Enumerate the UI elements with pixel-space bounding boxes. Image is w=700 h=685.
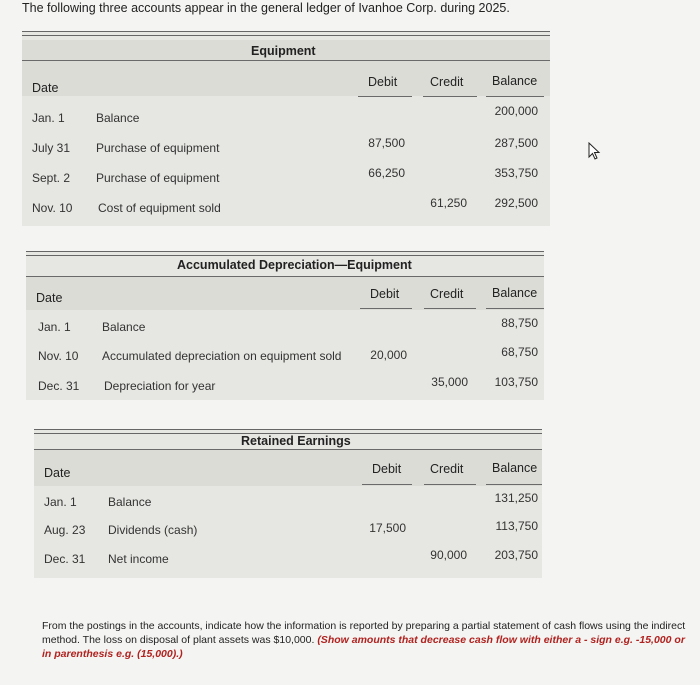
accum-dep-row-1-desc: Balance: [102, 320, 146, 334]
equipment-col-date: Date: [32, 81, 59, 95]
retained-row-3-desc: Net income: [108, 552, 169, 566]
equipment-row-3-balance: 353,750: [494, 166, 538, 180]
equipment-col-balance: Balance: [492, 74, 538, 88]
equipment-col-debit: Debit: [368, 75, 398, 89]
accum-dep-row-2-desc: Accumulated depreciation on equipment sold: [102, 349, 342, 363]
accum-dep-col-date: Date: [36, 291, 63, 305]
equipment-row-4-date: Nov. 10: [32, 201, 73, 215]
retained-row-1-balance: 131,250: [494, 491, 538, 505]
accum-dep-row-3-balance: 103,750: [494, 375, 538, 389]
retained-col-credit: Credit: [430, 462, 464, 476]
equipment-row-2-debit: 87,500: [368, 136, 405, 150]
retained-row-1-date: Jan. 1: [44, 495, 77, 509]
retained-row-2-debit: 17,500: [369, 521, 406, 535]
accum-dep-row-3-date: Dec. 31: [38, 379, 80, 393]
equipment-row-1-balance: 200,000: [494, 104, 538, 118]
accum-dep-header-band: [26, 276, 544, 310]
retained-row-3-balance: 203,750: [494, 548, 538, 562]
equipment-row-4-balance: 292,500: [494, 196, 538, 210]
equipment-row-1-desc: Balance: [96, 111, 140, 125]
retained-row-1-desc: Balance: [108, 495, 152, 509]
accum-dep-row-2-debit: 20,000: [370, 348, 407, 362]
intro-text: The following three accounts appear in the general ledger of Ivanhoe Corp. during 2025.: [22, 1, 510, 15]
accum-dep-title: Accumulated Depreciation—Equipment: [177, 258, 412, 272]
retained-row-2-date: Aug. 23: [44, 523, 86, 537]
accum-dep-row-2-date: Nov. 10: [38, 349, 79, 363]
equipment-row-3-desc: Purchase of equipment: [96, 171, 220, 185]
retained-col-debit: Debit: [372, 462, 402, 476]
accum-dep-row-3-desc: Depreciation for year: [104, 379, 216, 393]
retained-col-balance: Balance: [492, 461, 538, 475]
equipment-row-2-date: July 31: [32, 141, 71, 155]
accum-dep-col-debit: Debit: [370, 287, 400, 301]
retained-row-2-desc: Dividends (cash): [108, 523, 198, 537]
retained-row-2-balance: 113,750: [495, 519, 538, 533]
retained-title: Retained Earnings: [241, 434, 351, 448]
retained-header-band: [34, 450, 542, 486]
accum-dep-row-1-date: Jan. 1: [38, 320, 71, 334]
accum-dep-col-balance: Balance: [492, 286, 538, 300]
equipment-row-1-date: Jan. 1: [32, 111, 65, 125]
retained-row-3-date: Dec. 31: [44, 552, 86, 566]
mouse-pointer-icon: [588, 142, 602, 162]
instructions-text: From the postings in the accounts, indicate how the information is reported by preparing a partial statement of cash flows using the indirect method. The loss on disposal of plant assets was $10,000.: [42, 620, 686, 646]
equipment-row-3-date: Sept. 2: [32, 171, 71, 185]
equipment-col-credit: Credit: [430, 75, 464, 89]
accum-dep-col-credit: Credit: [430, 287, 464, 301]
instructions-emphasis: (Show amounts that decrease cash flow with either a - sign e.g. -15,000 or in parenthesis e.g. (15,000).): [42, 634, 685, 660]
retained-row-3-credit: 90,000: [430, 548, 467, 562]
equipment-row-2-balance: 287,500: [494, 136, 538, 150]
equipment-row-2-desc: Purchase of equipment: [96, 141, 220, 155]
equipment-row-4-credit: 61,250: [430, 196, 467, 210]
equipment-title: Equipment: [251, 44, 316, 58]
accum-dep-row-3-credit: 35,000: [431, 375, 468, 389]
equipment-row-4-desc: Cost of equipment sold: [98, 201, 221, 215]
accum-dep-row-1-balance: 88,750: [501, 316, 538, 330]
equipment-row-3-debit: 66,250: [368, 166, 405, 180]
retained-col-date: Date: [44, 466, 71, 480]
accum-dep-row-2-balance: 68,750: [501, 345, 538, 359]
instructions: [42, 619, 692, 661]
